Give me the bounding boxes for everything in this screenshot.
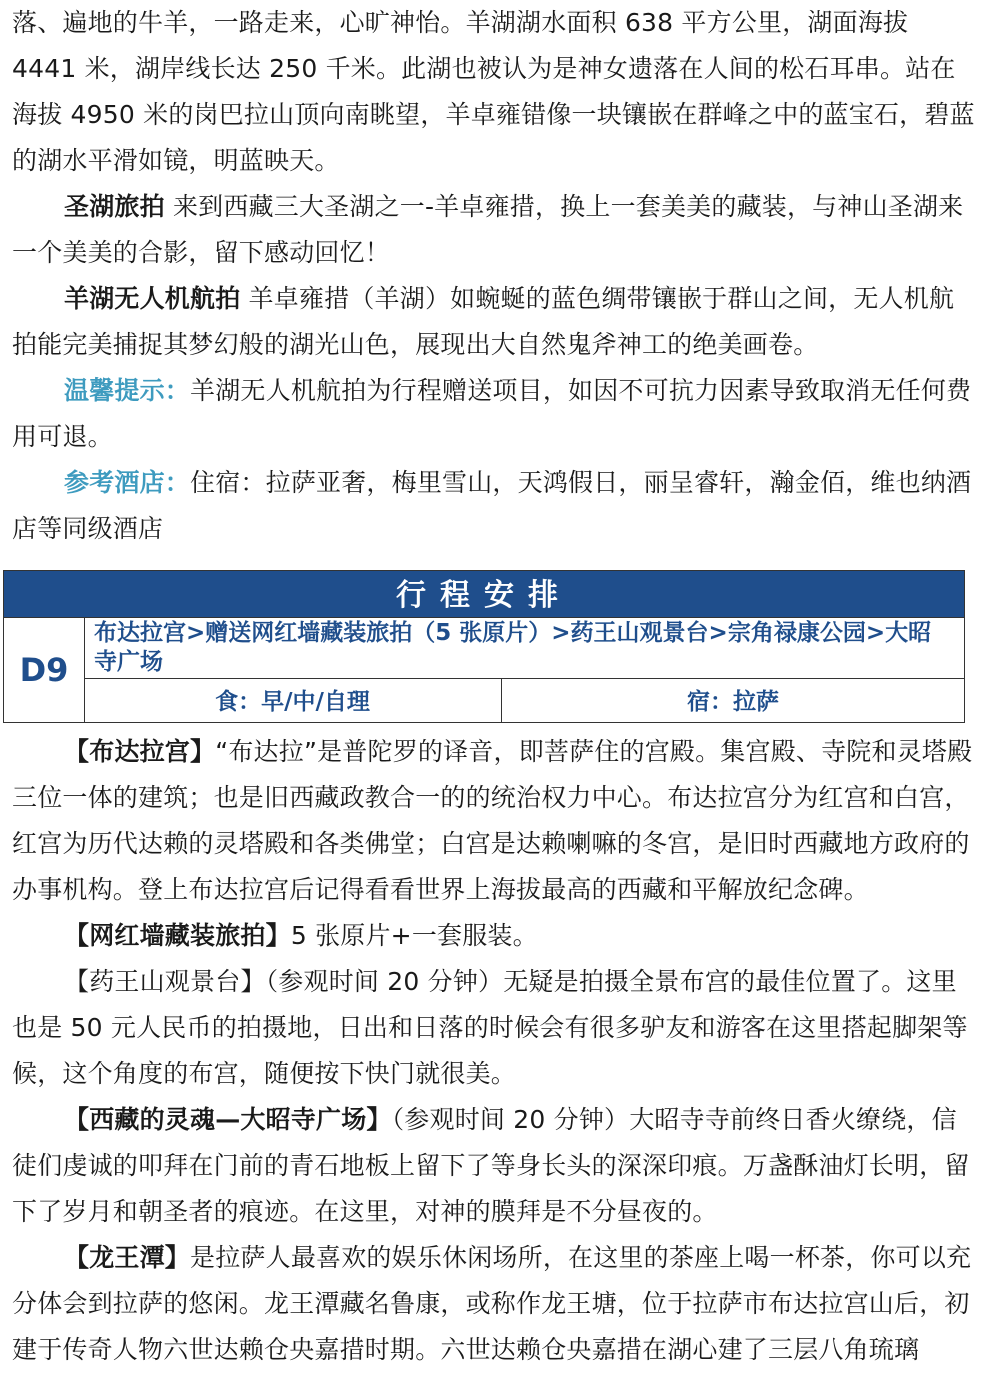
intro-text: 落、遍地的牛羊，一路走来，心旷神怡。羊湖湖水面积 638 平方公里，湖面海拔 4441 米，湖岸线长达 250 千米。此湖也被认为是神女遗落在人间的松石耳串。站在海拔 4950 米的岗巴拉山顶向南眺望，羊卓雍错像一块镶嵌在群峰之中的蓝宝石，碧蓝的湖水平滑如镜，明蓝映天。 bbox=[12, 8, 975, 175]
drone-text: 羊卓雍措（羊湖）如蜿蜒的蓝色绸带镶嵌于群山之间，无人机航拍能完美捕捉其梦幻般的湖光山色，展现出大自然鬼斧神工的绝美画卷。 bbox=[12, 284, 955, 359]
drone-paragraph bbox=[12, 276, 978, 368]
yaowang-text: （参观时间 20 分钟）无疑是拍摄全景布宫的最佳位置了。这里也是 50 元人民币的拍摄地，日出和日落的时候会有很多驴友和游客在这里搭起脚架等候，这个角度的布宫，随便按下快门就很美。 bbox=[12, 967, 968, 1088]
intro-paragraph bbox=[12, 0, 978, 184]
wall-text: 5 张原片+一套服装。 bbox=[290, 921, 538, 950]
potala-paragraph bbox=[12, 729, 978, 913]
itinerary-stay: 宿：拉萨 bbox=[687, 689, 779, 715]
potala-text: “布达拉”是普陀罗的译音，即菩萨住的宫殿。集宫殿、寺院和灵塔殿三位一体的建筑；也是旧西藏政教合一的的统治权力中心。布达拉宫分为红宫和白宫，红宫为历代达赖的灵塔殿和各类佛堂；白宫是达赖喇嘛的冬宫，是旧时西藏地方政府的办事机构。登上布达拉宫后记得看看世界上海拔最高的西藏和平解放纪念碑。 bbox=[12, 737, 973, 904]
yaowang-title: 【药王山观景台】 bbox=[64, 967, 266, 996]
sacred-lake-title: 圣湖旅拍 bbox=[64, 192, 165, 221]
tip-paragraph bbox=[12, 368, 978, 460]
jokhang-paragraph bbox=[12, 1097, 978, 1235]
itinerary-header: 行程安排 bbox=[4, 571, 964, 618]
itinerary-route: 布达拉宫>赠送网红墙藏装旅拍（5 张原片）>药王山观景台>宗角禄康公园>大昭寺广场 bbox=[84, 617, 964, 679]
sacred-lake-text: 来到西藏三大圣湖之一-羊卓雍措，换上一套美美的藏装，与神山圣湖来一个美美的合影，留下感动回忆！ bbox=[12, 192, 964, 267]
wall-title: 【网红墙藏装旅拍】 bbox=[64, 921, 291, 950]
itinerary-table bbox=[3, 570, 965, 723]
hotel-text: 住宿：拉萨亚奢，梅里雪山，天鸿假日，丽呈睿轩，瀚金佰，维也纳酒店等同级酒店 bbox=[12, 468, 972, 543]
longwang-paragraph bbox=[12, 1235, 978, 1373]
longwang-title: 【龙王潭】 bbox=[64, 1243, 191, 1272]
hotel-label: 参考酒店： bbox=[64, 468, 191, 497]
sacred-lake-paragraph bbox=[12, 184, 978, 276]
itinerary-meal: 食：早/中/自理 bbox=[84, 679, 502, 722]
jokhang-text: （参观时间 20 分钟）大昭寺寺前终日香火缭绕，信徒们虔诚的叩拜在门前的青石地板上留下了等身长头的深深印痕。万盏酥油灯长明，留下了岁月和朝圣者的痕迹。在这里，对神的膜拜是不分昼夜的。 bbox=[12, 1105, 970, 1226]
potala-title: 【布达拉宫】 bbox=[64, 737, 216, 766]
jokhang-title: 【西藏的灵魂—大昭寺广场】 bbox=[64, 1105, 392, 1134]
tip-label: 温馨提示： bbox=[64, 376, 191, 405]
drone-title: 羊湖无人机航拍 bbox=[64, 284, 241, 313]
hotel-paragraph bbox=[12, 460, 978, 552]
tip-text: 羊湖无人机航拍为行程赠送项目，如因不可抗力因素导致取消无任何费用可退。 bbox=[12, 376, 972, 451]
longwang-text: 是拉萨人最喜欢的娱乐休闲场所，在这里的茶座上喝一杯茶，你可以充分体会到拉萨的悠闲。龙王潭藏名鲁康，或称作龙王塘，位于拉萨市布达拉宫山后，初建于传奇人物六世达赖仓央嘉措时期。六世达赖仓央嘉措在湖心建了三层八角琉璃 bbox=[12, 1243, 972, 1364]
yaowang-paragraph bbox=[12, 959, 978, 1097]
wall-paragraph bbox=[12, 913, 978, 959]
itinerary-day: D9 bbox=[4, 617, 85, 722]
